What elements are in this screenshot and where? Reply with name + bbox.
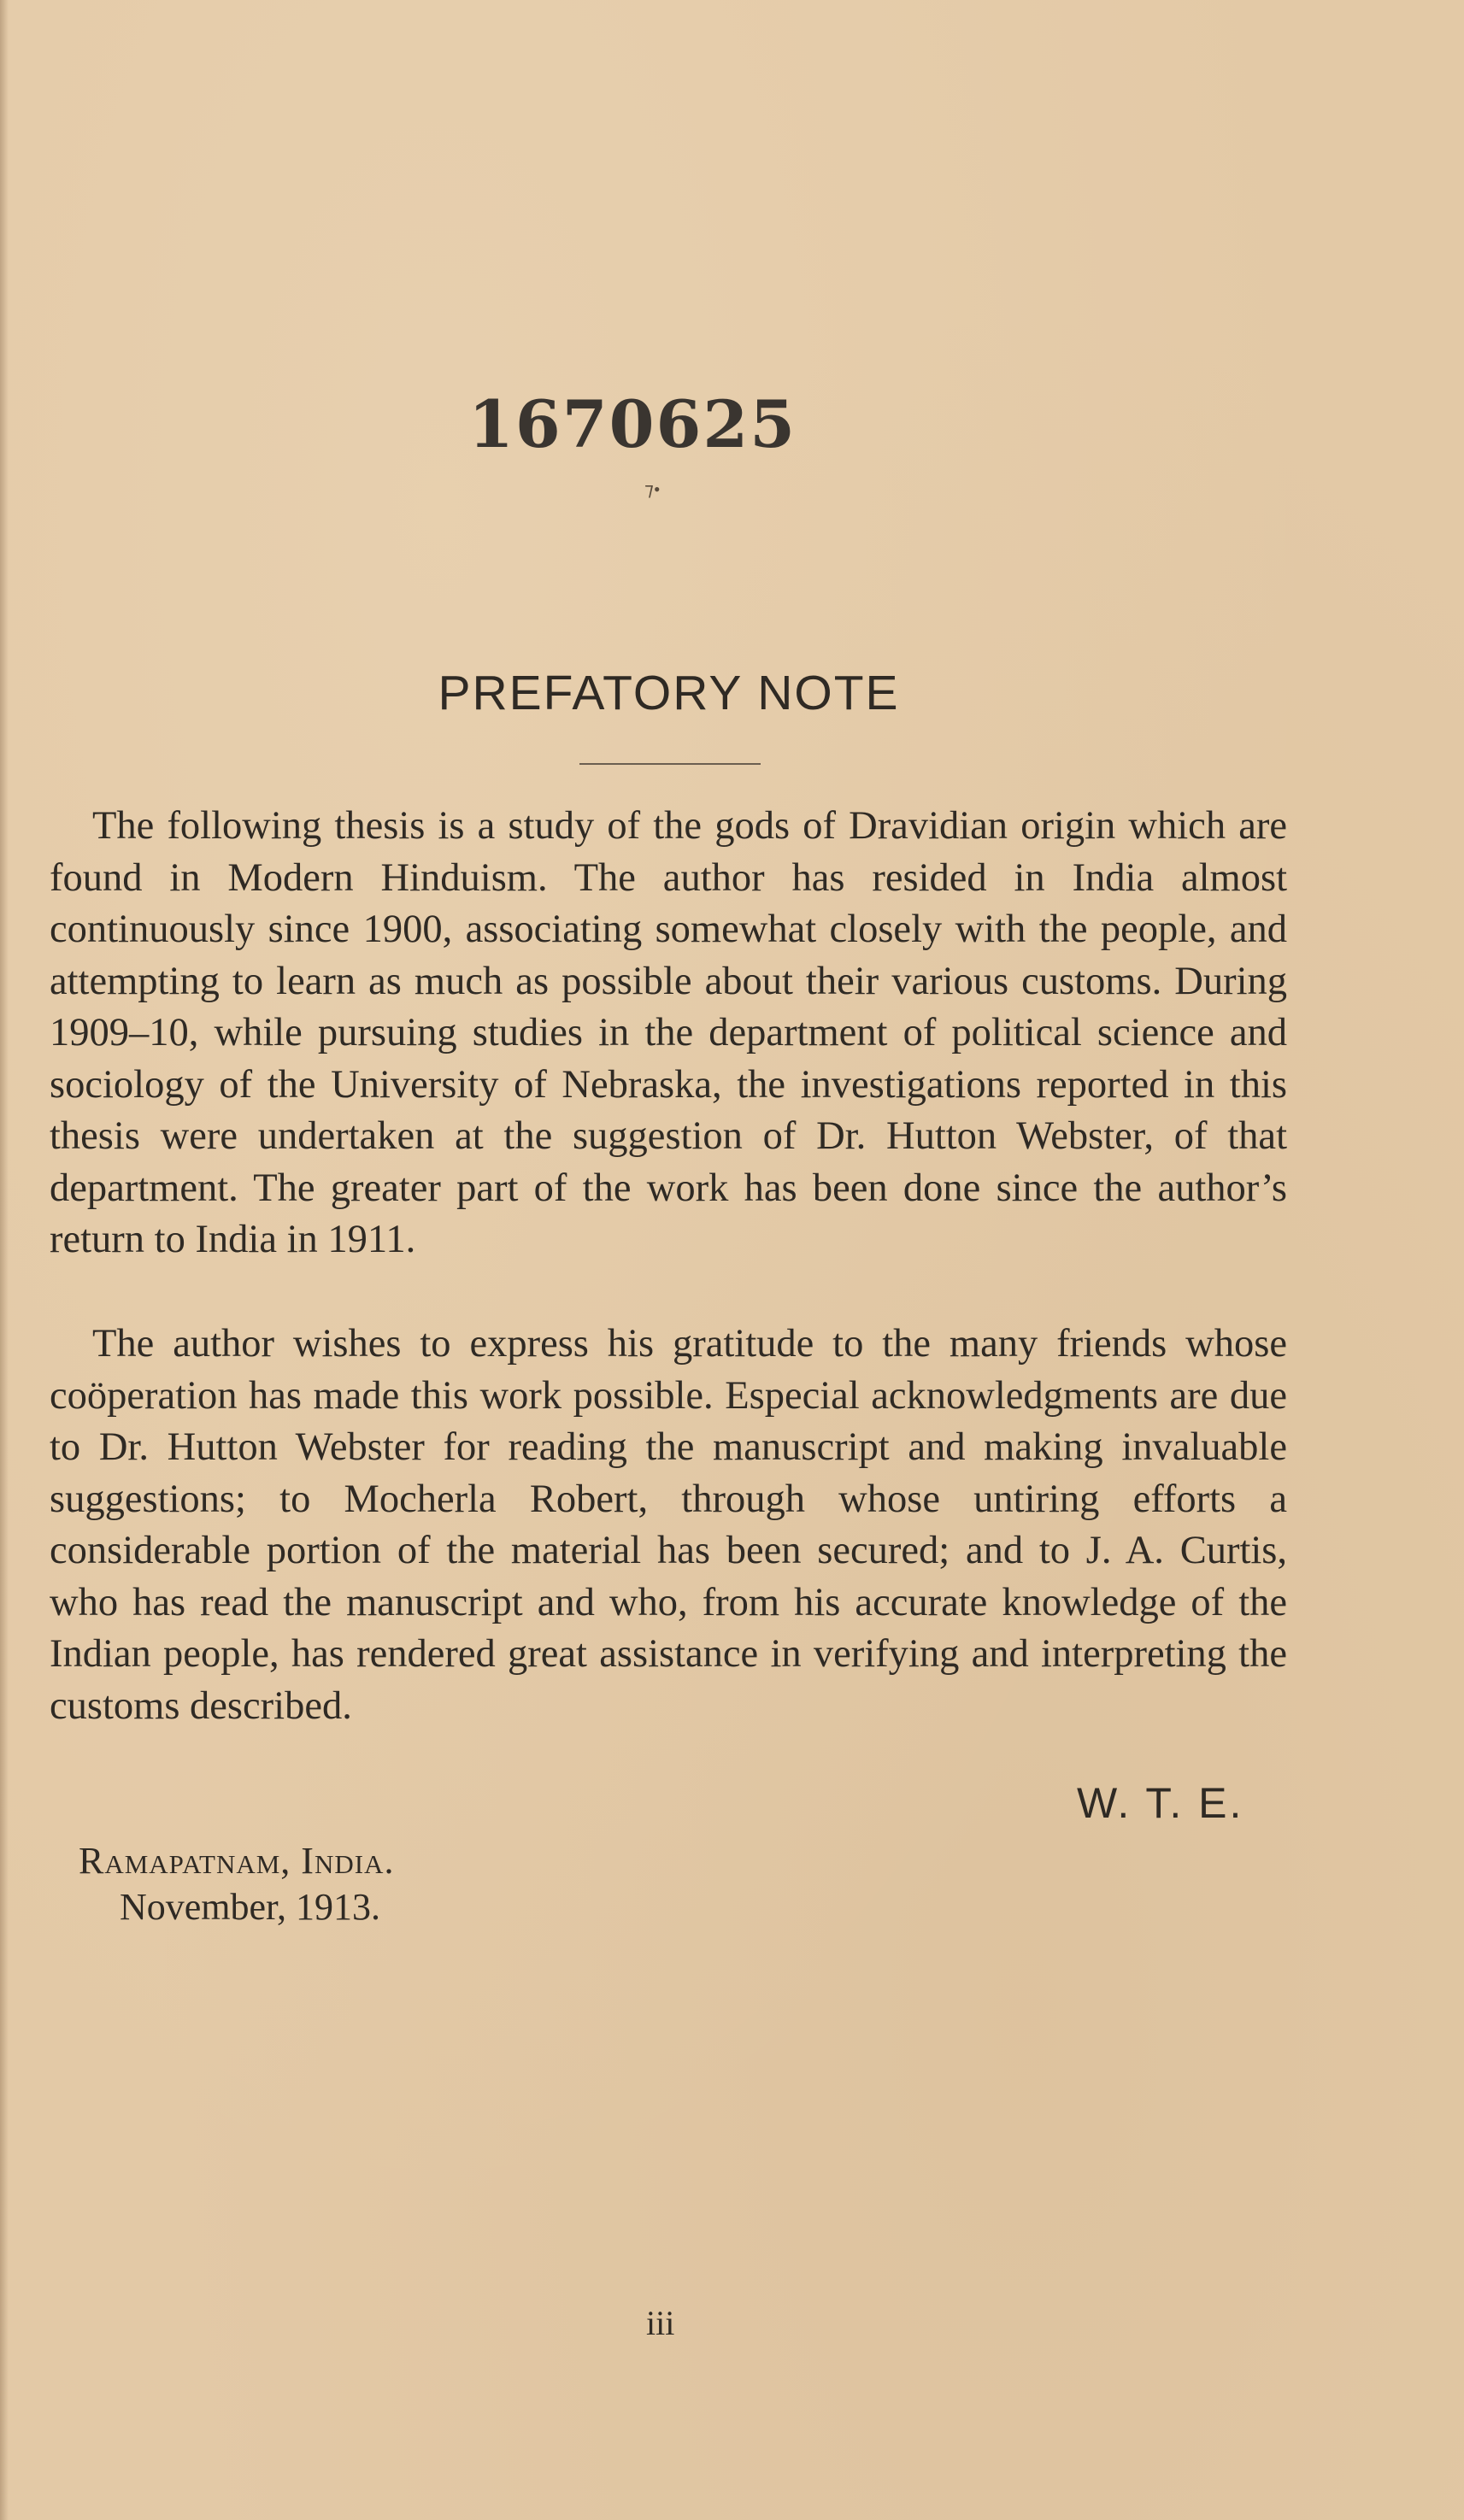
paragraph-1: The following thesis is a study of the gods of Dravidian origin which are found in Modern Hinduism. The author has resided in India almost continuously since 1900, associating somewhat closely with the people, and attempting to learn as much as possible about their various customs. During 1909–10, while pursuing studies in the department of political science and sociology of the University of Nebraska, the investigations reported in this thesis were undertaken at the suggestion of Dr. Hutton Webster, of that department. The greater part of the work has been done since the author’s return to India in 1911. [50, 804, 1287, 1261]
library-stamp-number: 1670625 [468, 386, 797, 462]
paragraph-2: The author wishes to express his gratitude to the many friends whose coöperation has made this work possible. Especial acknowledgments are due to Dr. Hutton Webster for reading the manuscript and making invaluable suggestions; to Mocherla Robert, through whose untiring efforts a considerable portion of the material has been secured; and to J. A. Curtis, who has read the manuscript and who, from his accurate knowledge of the Indian people, has rendered great assistance in verifying and interpreting the customs described. [50, 1322, 1287, 1728]
title-divider [579, 763, 761, 765]
page-title: PREFATORY NOTE [438, 666, 900, 720]
page-edge-shadow [0, 0, 9, 2520]
date-line: November, 1913. [120, 1886, 380, 1928]
stamp-mark-icon: ⁊• [644, 479, 661, 500]
page-number: iii [646, 2304, 675, 2342]
place-line: Ramapatnam, India. [79, 1840, 395, 1882]
author-signature: W. T. E. [1077, 1779, 1244, 1827]
